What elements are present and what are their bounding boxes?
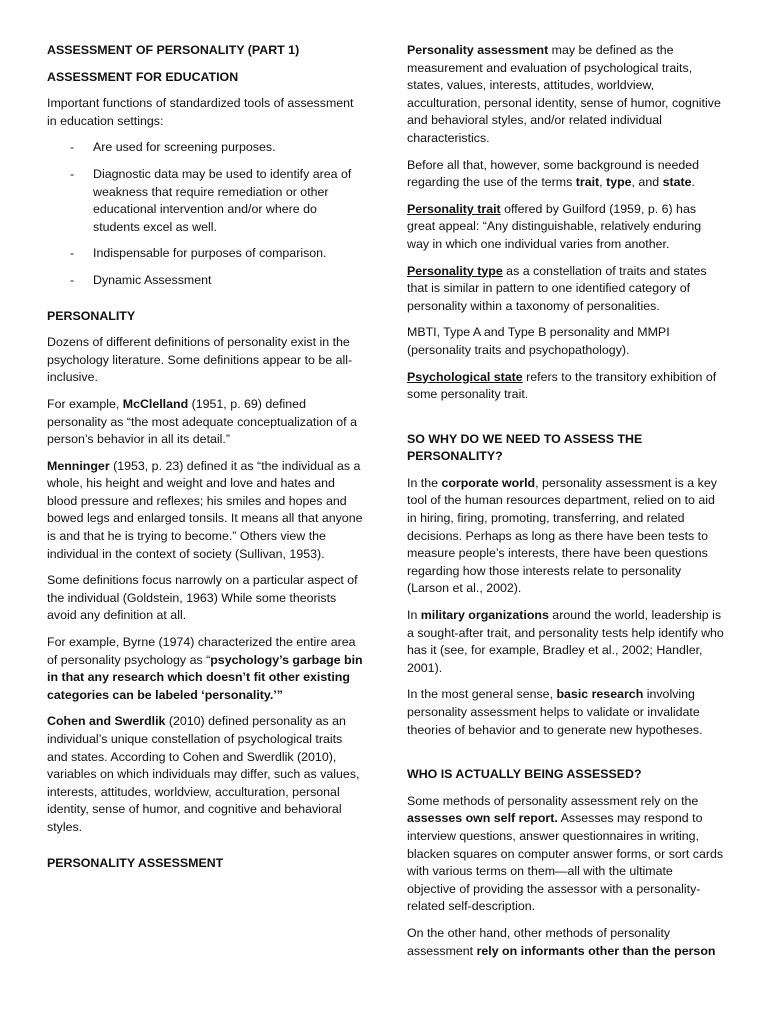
- left-column: [47, 42, 365, 881]
- paragraph-byrne: For example, Byrne (1974) characterized the entire area of personality psychology as “psychology’s garbage bin in that any research which doesn’t fit other existing categories can be labeled ‘personality.’”: [47, 635, 363, 702]
- dash-bullet: -: [70, 140, 75, 155]
- list-item: - Diagnostic data may be used to identify area of weakness that require remediation or other educational intervention and/or where do students excel as well.: [70, 166, 352, 234]
- paragraph-cohen-swerdlik: Cohen and Swerdlik (2010) defined personality as an individual’s unique constellation of psychological traits and states. According to Cohen and Swerdlik (2010), variables on which individuals may differ, such as values, interests, attitudes, worldview, acculturation, personal identity, sense of humor, and cognitive and behavioral styles.: [47, 714, 360, 834]
- paragraph-mbti: MBTI, Type A and Type B personality and MMPI (personality traits and psychopathology).: [407, 325, 670, 357]
- paragraph-background-terms: Before all that, however, some background is needed regarding the use of the terms trait, type, and state.: [407, 157, 700, 190]
- paragraph-mcclelland: For example, McClelland (1951, p. 69) defined personality as “the most adequate conceptualization of a person’s behavior in all its detail.”: [47, 396, 357, 447]
- paragraph-dozens: Dozens of different definitions of personality exist in the psychology literature. Some definitions appear to be all-inclusive.: [47, 335, 353, 385]
- spacer: [407, 748, 725, 757]
- spacer: [407, 413, 725, 422]
- list-item: - Are used for screening purposes.: [47, 139, 365, 157]
- paragraph-basic-research: In the most general sense, basic research involving personality assessment helps to validate or invalidate theories of behavior and to generate new hypotheses.: [407, 687, 703, 737]
- list-item: - Dynamic Assessment: [47, 272, 365, 290]
- education-heading: ASSESSMENT FOR EDUCATION: [47, 69, 239, 84]
- who-assessed-heading: WHO IS ACTUALLY BEING ASSESSED?: [407, 767, 642, 782]
- paragraph-menninger: Menninger (1953, p. 23) defined it as “the individual as a whole, his height and weight and love and hates and blood pressure and reflexes; his smiles and hopes and bowed legs and enlarged tonsils. It means all that anyone is and that he is trying to become.” Others view the individual in the context of society (Sullivan, 1953).: [47, 458, 363, 561]
- paragraph-narrow-definitions: Some definitions focus narrowly on a particular aspect of the individual (Goldstein, 1963) While some theorists avoid any definition at all.: [47, 573, 358, 623]
- paragraph-corporate-world: In the corporate world, personality assessment is a key tool of the human resources department, relied on to aid in hiring, firing, promoting, transferring, and related decisions. Perhaps as long as there have been tests to measure people’s interests, there have been questions regarding how those interests relate to personality (Larson et al., 2002).: [407, 475, 717, 596]
- dash-bullet: -: [70, 166, 75, 181]
- right-column: [407, 42, 725, 969]
- dash-bullet: -: [70, 246, 75, 261]
- spacer: [407, 757, 725, 766]
- education-intro: Important functions of standardized tools of assessment in education settings:: [47, 96, 354, 128]
- spacer: [407, 422, 725, 431]
- education-function-list: [47, 139, 365, 289]
- dash-bullet: -: [70, 272, 75, 287]
- spacer: [47, 299, 365, 308]
- spacer: [47, 846, 365, 855]
- paragraph-psychological-state: Psychological state refers to the transitory exhibition of some personality trait.: [407, 369, 717, 402]
- list-item: - Indispensable for purposes of comparison.: [47, 245, 365, 263]
- document-title: ASSESSMENT OF PERSONALITY (PART 1): [47, 43, 300, 57]
- paragraph-informants: On the other hand, other methods of personality assessment rely on informants other than the person: [407, 925, 716, 958]
- paragraph-assessment-definition: Personality assessment may be defined as the measurement and evaluation of psychological traits, states, values, interests, attitudes, worldview, acculturation, personal identity, sense of humor, cognitive and behavioral styles, and/or related individual characteristics.: [407, 43, 721, 145]
- paragraph-personality-trait: Personality trait offered by Guilford (1959, p. 6) has great appeal: “Any distinguishable, relatively enduring way in which one individual varies from another.: [407, 201, 702, 251]
- personality-assessment-heading: PERSONALITY ASSESSMENT: [47, 855, 224, 870]
- paragraph-personality-type: Personality type as a constellation of traits and states that is similar in pattern to one identified category of personality within a taxonomy of personalities.: [407, 263, 707, 313]
- personality-heading: PERSONALITY: [47, 308, 136, 323]
- paragraph-military: In military organizations around the world, leadership is a sought-after trait, and personality tests help identify who has it (see, for example, Bradley et al., 2002; Handler, 2001).: [407, 608, 724, 675]
- why-assess-heading: SO WHY DO WE NEED TO ASSESS THE PERSONALITY?: [407, 431, 643, 464]
- paragraph-self-report: Some methods of personality assessment rely on the assesses own self report. Assesses may respond to interview questions, answer questionnaires in writing, blacken squares on computer answer forms, or sort cards with various terms on them—all with the ultimate objective of providing the assessor with a personality-related self-description.: [407, 793, 724, 914]
